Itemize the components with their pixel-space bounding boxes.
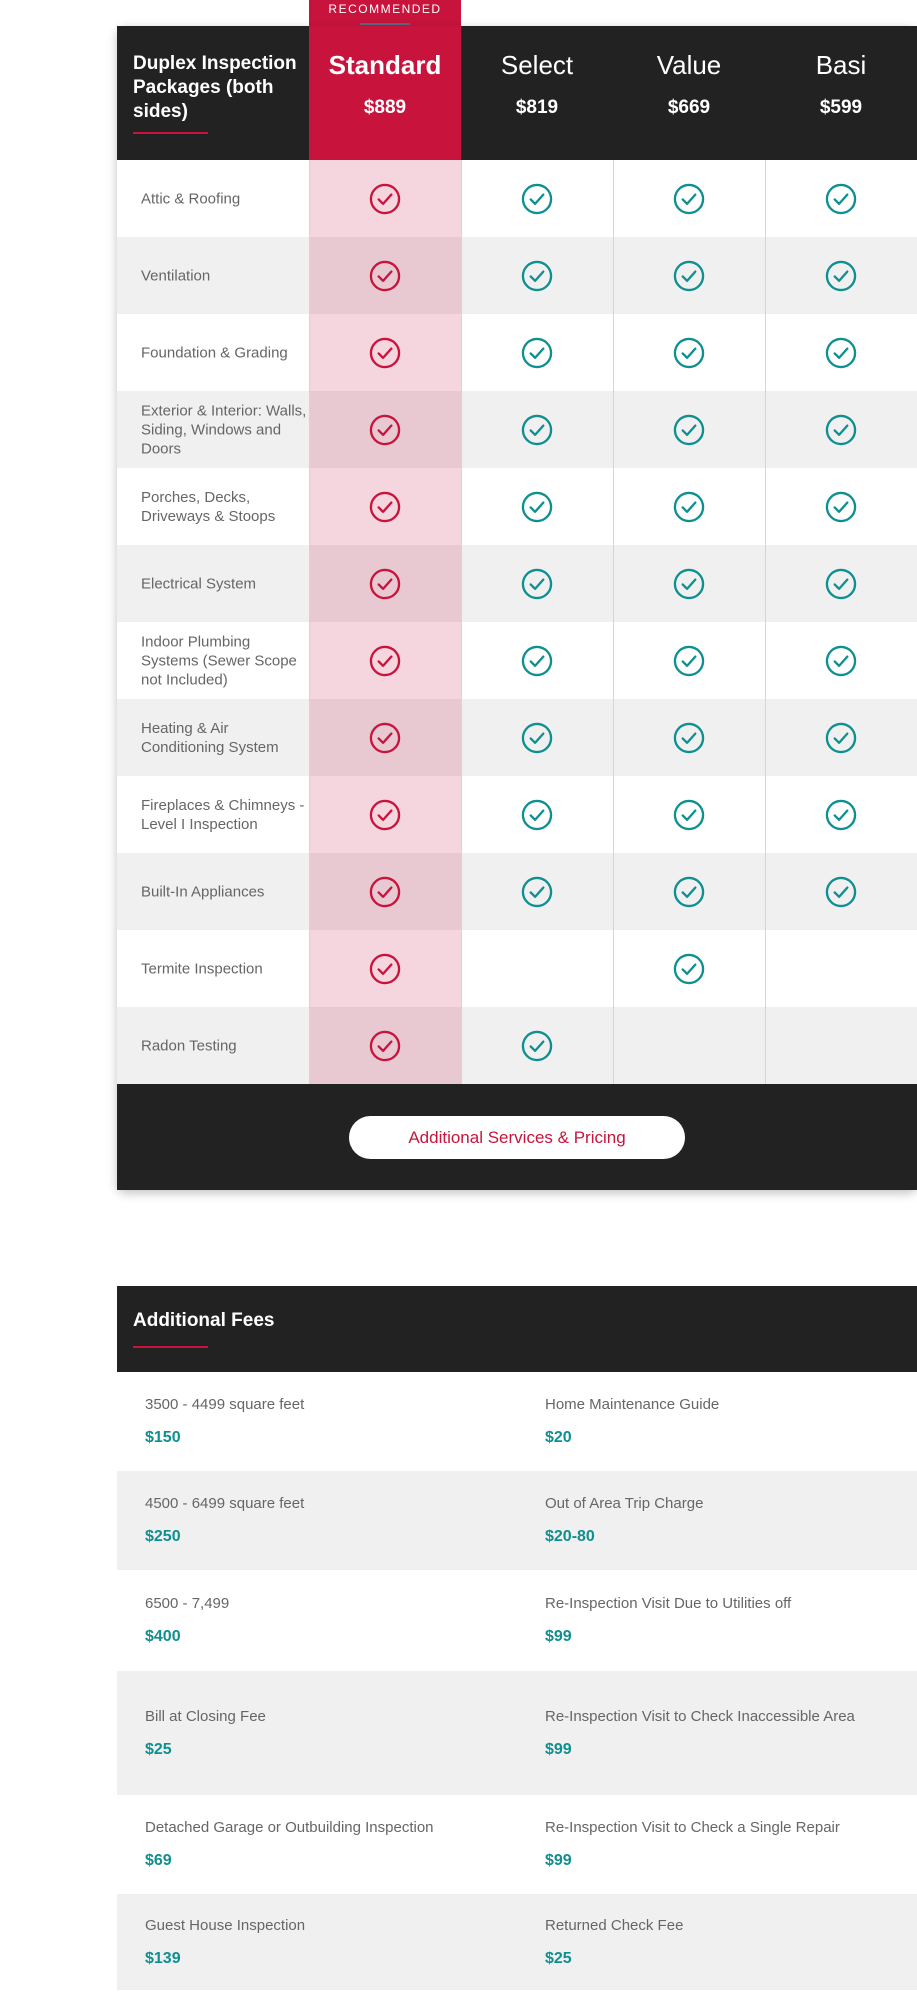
feature-label: Ventilation (141, 267, 211, 284)
check-icon (673, 336, 706, 369)
feature-row (117, 391, 917, 468)
fee-price: $69 (145, 1852, 172, 1869)
check-icon (369, 644, 402, 677)
fee-name: Bill at Closing Fee (145, 1707, 266, 1725)
fee-price: $20-80 (545, 1528, 595, 1545)
column-value (613, 26, 765, 160)
fee-name: 3500 - 4499 square feet (145, 1396, 305, 1413)
feature-row (117, 1007, 917, 1084)
column-select (461, 26, 613, 160)
fee-row (117, 1894, 917, 1990)
feature-label: Foundation & Grading (141, 344, 288, 361)
feature-label: Porches, Decks, Driveways & Stoops (141, 488, 276, 525)
check-icon (369, 1029, 402, 1062)
feature-label: Attic & Roofing (141, 190, 241, 207)
fee-item (545, 1592, 885, 1649)
fee-name: Re-Inspection Visit to Check a Single Repair (545, 1819, 840, 1836)
check-icon (369, 259, 402, 292)
fees-header (117, 1286, 917, 1372)
feature-label: Radon Testing (141, 1037, 237, 1054)
check-icon (521, 259, 554, 292)
fee-price: $99 (545, 1740, 572, 1758)
fee-name: Guest House Inspection (145, 1916, 306, 1934)
check-icon (369, 952, 402, 985)
fee-row (117, 1372, 917, 1471)
feature-row (117, 930, 917, 1007)
feature-label: Termite Inspection (141, 960, 263, 977)
fee-name: Returned Check Fee (545, 1916, 684, 1934)
fee-item (545, 1492, 885, 1549)
fee-name: Re-Inspection Visit Due to Utilities off (545, 1595, 792, 1612)
check-icon (673, 413, 706, 446)
packages-table (117, 26, 917, 1190)
check-icon (825, 875, 858, 908)
check-icon (521, 182, 554, 215)
fee-item (145, 1914, 515, 1971)
fee-name: Re-Inspection Visit to Check Inaccessible Area (545, 1707, 855, 1725)
feature-label: Built-In Appliances (141, 883, 265, 900)
fee-row (117, 1471, 917, 1570)
check-icon (673, 259, 706, 292)
fee-row (117, 1795, 917, 1894)
fee-price: $250 (145, 1528, 181, 1545)
check-icon (825, 644, 858, 677)
fee-name: 6500 - 7,499 (145, 1595, 230, 1612)
check-icon (521, 875, 554, 908)
check-icon (521, 567, 554, 600)
packages-header (117, 26, 917, 160)
fee-name: Detached Garage or Outbuilding Inspection (145, 1819, 434, 1836)
check-icon (825, 490, 858, 523)
check-icon (673, 875, 706, 908)
package-price: $889 (363, 97, 407, 118)
feature-row (117, 622, 917, 699)
fee-price: $400 (145, 1628, 181, 1645)
fee-price: $139 (145, 1949, 181, 1967)
check-icon (521, 644, 554, 677)
column-divider (309, 160, 310, 1084)
additional-services-button[interactable]: Additional Services & Pricing (349, 1116, 685, 1159)
check-icon (673, 567, 706, 600)
check-icon (825, 798, 858, 831)
fee-item (145, 1592, 515, 1649)
package-name: Standard (328, 50, 442, 80)
column-standard (309, 26, 461, 160)
feature-label: Indoor Plumbing Systems (Sewer Scope not Included) (141, 633, 297, 688)
package-price: $819 (515, 97, 559, 118)
check-icon (673, 490, 706, 523)
feature-row (117, 699, 917, 776)
feature-row (117, 314, 917, 391)
check-icon (673, 952, 706, 985)
fee-name: 4500 - 6499 square feet (145, 1495, 305, 1512)
fee-item (545, 1914, 885, 1971)
check-icon (673, 182, 706, 215)
check-icon (825, 413, 858, 446)
fee-item (545, 1393, 885, 1450)
column-divider (613, 160, 614, 1084)
title-underline (133, 132, 208, 134)
packages-title: Duplex Inspection Packages (both sides) (133, 53, 297, 122)
fee-row (117, 1570, 917, 1671)
fee-item (145, 1492, 515, 1549)
check-icon (369, 413, 402, 446)
fee-price: $25 (545, 1949, 572, 1967)
column-divider (461, 160, 462, 1084)
check-icon (369, 875, 402, 908)
check-icon (521, 721, 554, 754)
check-icon (825, 182, 858, 215)
feature-row (117, 160, 917, 237)
fee-name: Out of Area Trip Charge (545, 1495, 704, 1512)
check-icon (369, 182, 402, 215)
fee-price: $99 (545, 1628, 572, 1645)
check-icon (521, 1029, 554, 1062)
check-icon (369, 336, 402, 369)
package-name: Basi (815, 50, 867, 80)
feature-label: Fireplaces & Chimneys - Level I Inspection (141, 796, 305, 833)
check-icon (673, 721, 706, 754)
check-icon (521, 490, 554, 523)
check-icon (369, 567, 402, 600)
check-icon (825, 721, 858, 754)
fee-price: $150 (145, 1429, 181, 1446)
fees-title-underline (133, 1346, 208, 1348)
column-divider (765, 160, 766, 1084)
recommended-badge-line (360, 23, 410, 25)
check-icon (521, 413, 554, 446)
fee-item (145, 1393, 515, 1450)
package-name: Select (500, 50, 574, 80)
fee-item (145, 1705, 515, 1762)
fee-price: $25 (145, 1740, 172, 1758)
fee-name: Home Maintenance Guide (545, 1396, 720, 1413)
package-price: $599 (819, 97, 863, 118)
check-icon (825, 336, 858, 369)
check-icon (369, 721, 402, 754)
feature-row (117, 776, 917, 853)
fee-price: $99 (545, 1852, 572, 1869)
check-icon (825, 259, 858, 292)
fee-price: $20 (545, 1429, 572, 1446)
feature-row (117, 237, 917, 314)
feature-row (117, 468, 917, 545)
feature-row (117, 545, 917, 622)
additional-fees-table (117, 1286, 917, 2006)
check-icon (369, 490, 402, 523)
fee-item (545, 1816, 885, 1873)
check-icon (673, 644, 706, 677)
recommended-badge: RECOMMENDED (309, 0, 461, 26)
fee-item (145, 1816, 515, 1873)
check-icon (521, 336, 554, 369)
feature-label: Heating & Air Conditioning System (141, 719, 279, 756)
package-name: Value (656, 50, 722, 80)
fee-item (545, 1705, 885, 1762)
column-basic (765, 26, 917, 160)
feature-label: Electrical System (141, 575, 257, 592)
fee-row (117, 1671, 917, 1795)
packages-footer (117, 1084, 917, 1190)
check-icon (521, 798, 554, 831)
fees-title: Additional Fees (133, 1310, 275, 1331)
feature-row (117, 853, 917, 930)
check-icon (673, 798, 706, 831)
check-icon (825, 567, 858, 600)
check-icon (369, 798, 402, 831)
feature-label: Exterior & Interior: Walls, Siding, Windows and Doors (141, 402, 307, 457)
package-price: $669 (667, 97, 711, 118)
